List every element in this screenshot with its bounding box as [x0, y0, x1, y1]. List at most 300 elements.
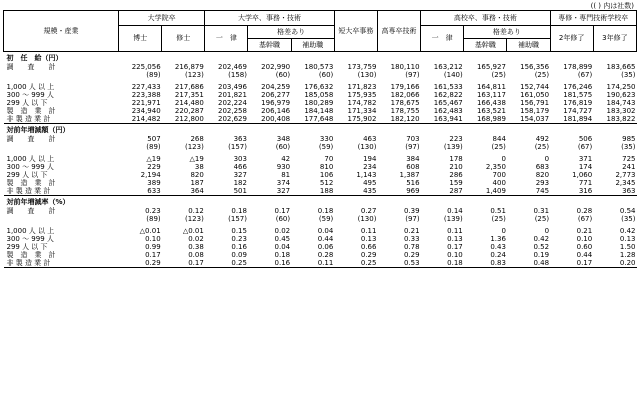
- table-cell: 202,224: [218, 99, 247, 107]
- company-count-cell: (97): [405, 71, 420, 79]
- table-cell: 495: [363, 179, 377, 187]
- table-cell: 0.52: [533, 243, 550, 251]
- company-count-cell: (139): [443, 215, 463, 223]
- table-cell: 201,821: [218, 91, 247, 99]
- table-cell: 0.29: [119, 259, 162, 268]
- table-cell: 506: [578, 135, 593, 143]
- table-cell: 177,648: [291, 115, 334, 124]
- table-cell: 176,246: [563, 83, 593, 91]
- table-cell: 700: [492, 171, 506, 179]
- table-cell: 212,800: [162, 115, 205, 124]
- table-cell: 0.99: [145, 243, 161, 251]
- row-label: 299 人 以 下: [6, 171, 48, 179]
- table-cell: 286: [449, 171, 463, 179]
- table-cell: 156,356: [520, 63, 550, 71]
- table-cell: 374: [276, 179, 291, 187]
- company-count-cell: (67): [577, 215, 593, 223]
- company-count-cell: (89): [146, 143, 161, 151]
- table-cell: 0.13: [360, 235, 377, 243]
- company-count-cell: (60): [275, 143, 291, 151]
- table-cell: 389: [147, 179, 161, 187]
- table-cell: 0.31: [533, 207, 550, 215]
- row-label: 300 ～ 999 人: [6, 163, 54, 171]
- header-scale-industry: 規模・産業: [4, 11, 119, 52]
- table-cell: 0.06: [317, 243, 334, 251]
- table-row: [4, 179, 637, 187]
- count-row: [4, 71, 637, 79]
- header-vocational: 専修・専門技術学校卒: [550, 11, 636, 26]
- table-row: [4, 163, 637, 171]
- table-cell: 633: [119, 187, 162, 196]
- company-count-cell: (140): [443, 71, 463, 79]
- table-cell: 435: [334, 187, 377, 196]
- table-cell: 492: [535, 135, 550, 143]
- table-cell: 0.18: [231, 207, 247, 215]
- table-cell: 216,879: [174, 63, 204, 71]
- table-cell: 0.60: [576, 243, 593, 251]
- table-cell: 0.17: [162, 259, 205, 268]
- table-cell: 0.11: [447, 227, 463, 235]
- table-cell: 0.54: [619, 207, 636, 215]
- table-cell: 400: [492, 179, 506, 187]
- table-cell: 204,259: [261, 83, 291, 91]
- table-cell: 820: [535, 171, 550, 179]
- table-cell: 163,117: [476, 91, 506, 99]
- table-cell: 0.29: [404, 251, 420, 259]
- table-cell: 810: [319, 163, 334, 171]
- table-cell: 0.24: [490, 251, 506, 259]
- table-cell: 234: [363, 163, 377, 171]
- table-cell: 175,935: [347, 91, 377, 99]
- table-cell: 206,146: [261, 107, 291, 115]
- table-cell: 0.17: [447, 243, 463, 251]
- table-cell: 181,894: [550, 115, 593, 124]
- table-cell: 516: [406, 179, 420, 187]
- row-label: 300 ～ 999 人: [6, 235, 54, 243]
- table-cell: 171,823: [347, 83, 377, 91]
- table-cell: 163,212: [433, 63, 463, 71]
- count-row-label: [4, 143, 119, 151]
- table-cell: 152,744: [520, 83, 550, 91]
- table-cell: 0.25: [334, 259, 377, 268]
- company-count-cell: (25): [534, 143, 550, 151]
- table-cell: 220,287: [174, 107, 204, 115]
- table-cell: 180,289: [304, 99, 334, 107]
- table-cell: 0.09: [231, 251, 247, 259]
- table-cell: 190,623: [606, 91, 636, 99]
- table-row: [4, 259, 637, 268]
- table-row: [4, 207, 637, 215]
- table-cell: 178: [449, 155, 463, 163]
- table-cell: △0.01: [139, 227, 161, 235]
- table-cell: 0: [501, 155, 506, 163]
- section-title-row: [4, 196, 637, 208]
- table-cell: 0.66: [360, 243, 377, 251]
- table-cell: 0.02: [188, 235, 204, 243]
- table-cell: 771: [578, 179, 593, 187]
- table-cell: 820: [190, 171, 204, 179]
- table-cell: 158,179: [520, 107, 550, 115]
- table-cell: 0.42: [533, 235, 550, 243]
- table-cell: 70: [324, 155, 334, 163]
- header-master: 修士: [162, 26, 205, 52]
- row-label: 非 製 造 業 計: [4, 115, 119, 124]
- table-cell: 183,822: [593, 115, 636, 124]
- table-cell: 188: [291, 187, 334, 196]
- table-cell: 2,773: [615, 171, 636, 179]
- table-cell: 223: [449, 135, 463, 143]
- table-cell: 507: [147, 135, 161, 143]
- header-university: 大学卒、事務・技術: [205, 11, 334, 26]
- table-cell: 221,971: [131, 99, 161, 107]
- count-row: [4, 143, 637, 151]
- table-cell: 106: [319, 171, 334, 179]
- row-label: 299 人 以 下: [6, 99, 48, 107]
- table-cell: 0.17: [274, 207, 291, 215]
- row-label: 299 人 以 下: [6, 243, 48, 251]
- table-cell: 184,743: [606, 99, 636, 107]
- company-count-cell: (123): [184, 143, 204, 151]
- table-cell: 214,480: [174, 99, 204, 107]
- company-count-cell: (158): [228, 71, 247, 79]
- table-row: [4, 135, 637, 143]
- table-cell: 725: [622, 155, 636, 163]
- company-count-cell: (67): [577, 71, 593, 79]
- table-cell: 0.38: [188, 243, 204, 251]
- table-cell: 1.28: [619, 251, 636, 259]
- table-cell: 330: [319, 135, 334, 143]
- row-label: 非 製 造 業 計: [4, 259, 119, 268]
- table-cell: 206,277: [261, 91, 291, 99]
- table-cell: 165,927: [476, 63, 506, 71]
- table-cell: 168,989: [464, 115, 507, 124]
- table-cell: 0.48: [507, 259, 550, 268]
- table-cell: 0.53: [377, 259, 420, 268]
- table-body: [4, 52, 637, 268]
- company-count-cell: (123): [184, 71, 204, 79]
- table-header: [4, 11, 637, 52]
- header-uni-support: 補助職: [291, 39, 334, 52]
- table-cell: 183,665: [606, 63, 636, 71]
- table-cell: 200,408: [248, 115, 291, 124]
- table-cell: 0: [544, 227, 550, 235]
- company-count-cell: (157): [228, 143, 247, 151]
- header-hs-core: 基幹職: [464, 39, 507, 52]
- table-cell: 363: [593, 187, 636, 196]
- table-cell: 0.11: [360, 227, 377, 235]
- table-cell: 0.44: [576, 251, 593, 259]
- row-label: 製 造 業 計: [6, 179, 56, 187]
- table-row: [4, 235, 637, 243]
- company-count-cell: (59): [318, 143, 334, 151]
- table-cell: 0.19: [533, 251, 550, 259]
- table-cell: 156,791: [520, 99, 550, 107]
- table-cell: 180,110: [390, 63, 420, 71]
- table-cell: 178,899: [563, 63, 593, 71]
- table-cell: 241: [622, 163, 636, 171]
- table-cell: 0.39: [404, 207, 420, 215]
- table-cell: 969: [377, 187, 420, 196]
- starting-salary-table: [3, 10, 637, 268]
- table-cell: 182,066: [390, 91, 420, 99]
- table-cell: 0.21: [404, 227, 420, 235]
- header-uni-core: 基幹職: [248, 39, 291, 52]
- table-cell: 1.36: [490, 235, 506, 243]
- table-cell: 0.10: [576, 235, 593, 243]
- table-cell: 287: [421, 187, 464, 196]
- table-cell: 202,469: [218, 63, 247, 71]
- table-row: [4, 171, 637, 179]
- table-cell: 0.17: [145, 251, 161, 259]
- table-cell: 463: [363, 135, 377, 143]
- section-title: 初 任 給（円）: [6, 53, 63, 62]
- table-row: [4, 251, 637, 259]
- table-cell: 227,433: [131, 83, 161, 91]
- table-cell: 0.17: [550, 259, 593, 268]
- header-hs-differential: 格差あり: [464, 26, 550, 39]
- table-cell: 187: [190, 179, 204, 187]
- table-cell: 81: [281, 171, 291, 179]
- table-cell: △19: [146, 155, 161, 163]
- table-cell: 2,194: [140, 171, 161, 179]
- table-cell: 161,533: [433, 83, 463, 91]
- table-cell: 0.51: [490, 207, 506, 215]
- table-cell: 217,351: [174, 91, 204, 99]
- table-cell: 154,037: [507, 115, 550, 124]
- table-cell: 174,782: [347, 99, 377, 107]
- table-cell: 0.28: [576, 207, 593, 215]
- table-cell: 176,819: [563, 99, 593, 107]
- table-cell: 174: [578, 163, 593, 171]
- table-cell: 0.04: [317, 227, 334, 235]
- table-cell: 225,056: [131, 63, 161, 71]
- header-hs-support: 補助職: [507, 39, 550, 52]
- table-cell: 2,345: [615, 179, 636, 187]
- table-cell: 171,334: [347, 107, 377, 115]
- table-cell: 466: [233, 163, 247, 171]
- table-cell: 162,822: [433, 91, 463, 99]
- header-doctor: 博士: [119, 26, 162, 52]
- table-cell: 38: [194, 163, 204, 171]
- table-cell: 214,482: [119, 115, 162, 124]
- section-title: 対前年増減額（円）: [6, 125, 70, 134]
- table-cell: 0.83: [464, 259, 507, 268]
- table-cell: 1,060: [572, 171, 593, 179]
- table-cell: 1,409: [464, 187, 507, 196]
- table-cell: 303: [233, 155, 247, 163]
- company-count-cell: (139): [443, 143, 463, 151]
- table-cell: 703: [406, 135, 420, 143]
- table-cell: 178,675: [390, 99, 420, 107]
- table-cell: 1.50: [619, 243, 636, 251]
- table-cell: 0.21: [576, 227, 593, 235]
- table-row: [4, 99, 637, 107]
- table-cell: 0.04: [274, 243, 291, 251]
- table-cell: 0.15: [231, 227, 247, 235]
- table-cell: 184,148: [304, 107, 334, 115]
- table-row: [4, 91, 637, 99]
- header-uni-differential: 格差あり: [248, 26, 334, 39]
- row-label: 1,000 人 以 上: [6, 227, 55, 235]
- row-label: 調 査 計: [6, 207, 56, 215]
- table-cell: 0.25: [205, 259, 248, 268]
- table-cell: 608: [406, 163, 420, 171]
- table-cell: 176,632: [304, 83, 334, 91]
- table-row: [4, 83, 637, 91]
- company-count-cell: (67): [577, 143, 593, 151]
- count-row: [4, 215, 637, 223]
- table-cell: 512: [319, 179, 334, 187]
- table-cell: 1,387: [399, 171, 420, 179]
- table-cell: 0.13: [619, 235, 636, 243]
- table-cell: 348: [276, 135, 291, 143]
- table-cell: 0.42: [619, 227, 636, 235]
- row-label: 製 造 業 計: [6, 107, 56, 115]
- company-count-cell: (97): [405, 215, 420, 223]
- table-cell: 0.18: [317, 207, 334, 215]
- company-count-cell: (130): [357, 215, 377, 223]
- section-title-row: [4, 124, 637, 136]
- company-count-cell: (35): [621, 143, 636, 151]
- company-count-cell: (60): [275, 215, 291, 223]
- company-count-cell: (25): [534, 215, 550, 223]
- unit-note: (( ) 内は社数): [590, 2, 634, 10]
- table-cell: 0.02: [274, 227, 291, 235]
- company-count-cell: (97): [405, 143, 420, 151]
- table-cell: 173,759: [347, 63, 377, 71]
- table-cell: 0.23: [231, 235, 247, 243]
- table-cell: 0.18: [421, 259, 464, 268]
- company-count-cell: (130): [357, 71, 377, 79]
- table-cell: 0.13: [447, 235, 463, 243]
- table-cell: 194: [363, 155, 377, 163]
- header-junior-college: 短大卒事務: [334, 11, 377, 52]
- table-cell: 180,573: [304, 63, 334, 71]
- table-cell: 164,811: [476, 83, 506, 91]
- header-hs-uniform: 一 律: [421, 26, 464, 52]
- row-label: 製 造 業 計: [6, 251, 56, 259]
- row-label: 調 査 計: [6, 63, 56, 71]
- table-cell: 161,050: [520, 91, 550, 99]
- table-cell: 0.11: [291, 259, 334, 268]
- table-cell: 1,143: [356, 171, 377, 179]
- table-cell: 844: [492, 135, 506, 143]
- header-technical-college: 高専卒技術: [377, 11, 420, 52]
- table-row: [4, 243, 637, 251]
- header-uni-uniform: 一 律: [205, 26, 248, 52]
- header-graduate: 大学院卒: [119, 11, 205, 26]
- table-cell: 234,940: [131, 107, 161, 115]
- table-cell: 159: [449, 179, 463, 187]
- table-cell: 178,755: [390, 107, 420, 115]
- section-title-row: [4, 52, 637, 64]
- table-row: [4, 155, 637, 163]
- table-cell: 364: [162, 187, 205, 196]
- table-cell: 202,990: [261, 63, 291, 71]
- table-cell: 0.29: [360, 251, 377, 259]
- company-count-cell: (60): [318, 71, 334, 79]
- table-cell: 0.44: [317, 235, 334, 243]
- table-row: [4, 227, 637, 235]
- company-count-cell: (123): [184, 215, 204, 223]
- table-cell: 217,686: [174, 83, 204, 91]
- table-cell: 175,902: [334, 115, 377, 124]
- table-cell: △0.01: [182, 227, 204, 235]
- company-count-cell: (25): [491, 143, 506, 151]
- table-cell: △19: [189, 155, 204, 163]
- table-cell: 196,979: [261, 99, 291, 107]
- header-high-school: 高校卒、事務・技術: [421, 11, 550, 26]
- table-cell: 182,120: [377, 115, 420, 124]
- table-cell: 162,483: [433, 107, 463, 115]
- table-cell: 0.08: [188, 251, 204, 259]
- table-cell: 293: [535, 179, 550, 187]
- table-cell: 985: [622, 135, 636, 143]
- count-row-label: [4, 215, 119, 223]
- table-cell: 0.45: [274, 235, 291, 243]
- table-cell: 0.14: [447, 207, 463, 215]
- row-label: 非 製 造 業 計: [4, 187, 119, 196]
- company-count-cell: (25): [491, 71, 506, 79]
- table-cell: 182: [233, 179, 247, 187]
- table-cell: 229: [147, 163, 161, 171]
- table-cell: 930: [276, 163, 291, 171]
- table-cell: 0.28: [317, 251, 334, 259]
- table-cell: 0.18: [274, 251, 291, 259]
- table-cell: 0.12: [188, 207, 204, 215]
- table-cell: 42: [281, 155, 291, 163]
- header-3yr: 3年修了: [593, 26, 636, 52]
- count-row-label: [4, 71, 119, 79]
- row-label: 1,000 人 以 上: [6, 155, 55, 163]
- table-cell: 0.27: [360, 207, 377, 215]
- table-cell: 501: [205, 187, 248, 196]
- table-cell: 185,058: [304, 91, 334, 99]
- table-cell: 0.23: [145, 207, 161, 215]
- company-count-cell: (60): [275, 71, 291, 79]
- header-2yr: 2年修了: [550, 26, 593, 52]
- company-count-cell: (157): [228, 215, 247, 223]
- row-label: 300 ～ 999 人: [6, 91, 54, 99]
- table-cell: 0.78: [404, 243, 420, 251]
- table-cell: 181,575: [563, 91, 593, 99]
- table-cell: 202,258: [218, 107, 247, 115]
- table-cell: 327: [248, 187, 291, 196]
- table-cell: 223,388: [131, 91, 161, 99]
- table-cell: 0.20: [593, 259, 636, 268]
- table-cell: 174,727: [563, 107, 593, 115]
- table-cell: 2,350: [485, 163, 506, 171]
- company-count-cell: (89): [146, 71, 161, 79]
- table-cell: 316: [550, 187, 593, 196]
- table-cell: 327: [233, 171, 247, 179]
- table-cell: 0.10: [145, 235, 161, 243]
- table-cell: 163,521: [476, 107, 506, 115]
- table-cell: 0.33: [404, 235, 420, 243]
- table-cell: 268: [190, 135, 204, 143]
- company-count-cell: (35): [621, 71, 636, 79]
- table-cell: 363: [233, 135, 247, 143]
- company-count-cell: (59): [318, 215, 334, 223]
- table-cell: 0.16: [231, 243, 247, 251]
- table-cell: 179,166: [390, 83, 420, 91]
- table-row: [4, 115, 637, 124]
- company-count-cell: (25): [534, 71, 550, 79]
- table-cell: 0: [544, 155, 550, 163]
- table-cell: 202,629: [205, 115, 248, 124]
- table-cell: 203,496: [218, 83, 247, 91]
- table-cell: 163,941: [421, 115, 464, 124]
